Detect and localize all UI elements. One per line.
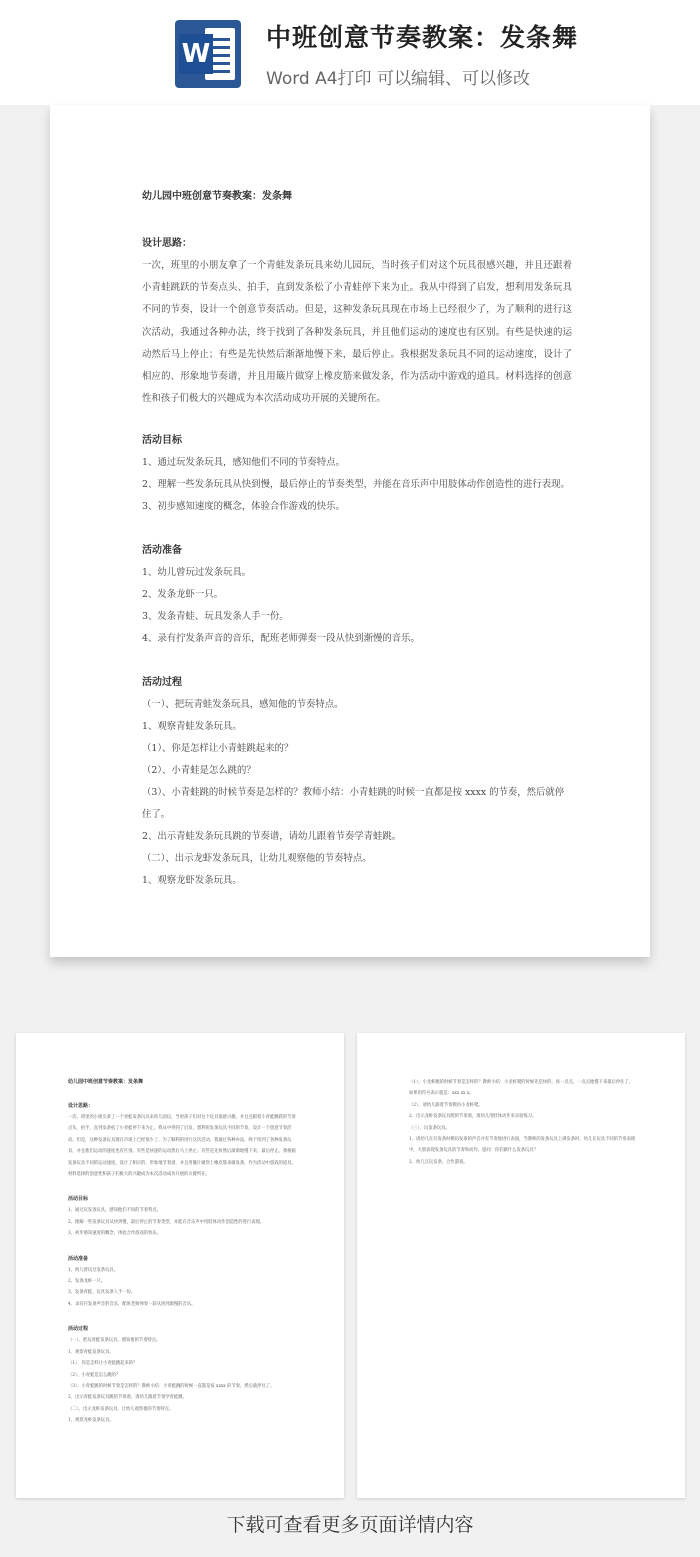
section-heading-goals: 活动目标 (142, 435, 182, 447)
process-item: （一）、把玩青蛙发条玩具，感知他的节奏特点。 (142, 699, 344, 711)
prep-item: 1、幼儿曾玩过发条玩具。 (142, 567, 252, 579)
prep-item: 3、发条青蛙、玩具发条人手一份。 (142, 611, 289, 623)
thumbnail-content (409, 1077, 637, 1168)
process-item: 1、观察青蛙发条玩具。 (142, 721, 242, 733)
thumb-heading-goals: 活动目标 (68, 1196, 89, 1203)
prep-item: 4、录有拧发条声音的音乐，配班老师弹奏一段从快到渐慢的音乐。 (142, 633, 420, 645)
thumb-line: 2、幼儿互玩发条，合作游戏。 (409, 1159, 468, 1165)
section-heading-process: 活动过程 (142, 677, 182, 689)
thumb-process-item: 1、观察青蛙发条玩具。 (68, 1349, 114, 1355)
page-subtitle: Word A4打印 可以编辑、可以修改 (266, 69, 530, 89)
goal-item: 1、通过玩发条玩具，感知他们不同的节奏特点。 (142, 457, 345, 469)
thumb-prep-item: 2、发条龙虾一只。 (68, 1279, 106, 1285)
thumb-process-item: （一）、把玩青蛙发条玩具，感知他的节奏特点。 (68, 1338, 161, 1344)
document-page-preview[interactable] (50, 105, 650, 957)
process-item: （2）、小青蛙是怎么跳的？ (142, 765, 256, 777)
word-icon-letter: W (179, 34, 213, 74)
design-paragraph: 一次，班里的小朋友拿了一个青蛙发条玩具来幼儿园玩，当时孩子们对这个玩具很感兴趣，并且还跟着小青蛙跳跃的节奏点头、拍手，直到发条松了小青蛙停下来为止。我从中得到了启发，想利用发条玩具不同的节奏，设计一个创意节奏活动。但是，这种发条玩具现在市场上已经很少了，为了顺利的进行这次活动，我通过各种办法，终于找到了各种发条玩具，并且他们运动的速度也有区别。有些是快速的运动然后马上停止；有些是先快然后渐渐地慢下来，最后停止。我根据发条玩具不同的运动速度，设计了相应的、形象地节奏谱，并且用簸片做穿上橡皮筋来做发条，作为活动中游戏的道具。材料选择的创意性和孩子们极大的兴趣成为本次活动成功开展的关键所在。 (142, 260, 572, 405)
thumb-heading-process: 活动过程 (68, 1326, 89, 1333)
document-content (142, 187, 572, 892)
page-title: 中班创意节奏教案：发条舞 (266, 23, 579, 52)
thumb-goal-item: 3、初步感知速度的概念，体验合作游戏的快乐。 (68, 1231, 161, 1237)
thumb-line: （三）、玩发条玩具。 (409, 1125, 450, 1131)
thumb-prep-item: 3、发条青蛙、玩具发条人手一份。 (68, 1290, 136, 1296)
thumb-line: （2）、请幼儿跟着节奏模仿小龙虾爬。 (409, 1102, 483, 1108)
thumbnail-content (68, 1077, 296, 1427)
process-item: （二）、出示龙虾发条玩具，让幼儿观察他的节奏特点。 (142, 853, 372, 865)
download-more-link[interactable]: 下载可查看更多页面详情内容 (226, 1514, 474, 1536)
goal-item: 2、理解一些发条玩具从快到慢，最后停止的节奏类型，并能在音乐声中用肢体动作创造性的进行表现。 (142, 479, 570, 491)
goal-item: 3、初步感知速度的概念，体验合作游戏的快乐。 (142, 501, 345, 513)
thumb-process-item: （二）、出示龙虾发条玩具，让幼儿观察他的节奏特点。 (68, 1406, 174, 1412)
thumb-line: （1）、小龙虾跳的时候节奏是怎样的？教师小结：小龙虾爬的时候先是快的，再一点点，一点点地慢下来最后停住了，如果用符号表示就是：xxx xx x。 (409, 1080, 634, 1097)
thumb-line: 1、请幼儿在拧发条时模仿发条的声音并有节奏地进行表演，当教师的发条玩具上满发条时，幼儿在玩具不同的节奏表现中，大胆表现发条玩具的节奏和动作。提问：你们做什么发条玩具？ (409, 1137, 636, 1154)
page-thumbnail-2[interactable] (357, 1033, 685, 1498)
process-item: （1）、你是怎样让小青蛙跳起来的？ (142, 743, 294, 755)
section-heading-design: 设计思路： (142, 238, 192, 249)
thumb-process-item: 1、观察龙虾发条玩具。 (68, 1418, 114, 1424)
thumb-prep-item: 4、录有拧发条声音的音乐，配班老师弹奏一段从快到渐慢的音乐。 (68, 1301, 196, 1307)
section-heading-prep: 活动准备 (142, 545, 182, 557)
thumb-process-item: （3）、小青蛙跳的时候节奏是怎样的？教师小结：小青蛙跳的时候一直都是按 xxxx 的节奏，然后就停住了。 (68, 1383, 275, 1389)
thumb-design-paragraph: 一次，班里的小朋友拿了一个青蛙发条玩具来幼儿园玩，当时孩子们对这个玩具很感兴趣，并且还跟着小青蛙跳跃的节奏点头、拍手，直到发条松了小青蛙停下来为止。我从中得到了启发，想利用发条玩具不同的节奏，设计一个创意节奏活动。但是，这种发条玩具现在市场上已经很少了，为了顺利的进行这次活动，我通过各种办法，终于找到了各种发条玩具，并且他们运动的速度也有区别。有些是快速的运动然后马上停止；有些是先快然后渐渐地慢下来，最后停止。我根据发条玩具不同的运动速度，设计了相应的、形象地节奏谱，并且用簸片做穿上橡皮筋来做发条，作为活动中游戏的道具。材料选择的创意性和孩子们极大的兴趣成为本次活动成功开展的关键所在。 (68, 1115, 296, 1178)
thumb-line: 2、出示龙虾发条玩具爬的节奏谱，请幼儿用肢体动作来实验练习。 (409, 1114, 537, 1120)
process-item: 2、出示青蛙发条玩具跳的节奏谱，请幼儿跟着节奏学青蛙跳。 (142, 831, 402, 843)
header (0, 0, 700, 105)
document-title: 幼儿园中班创意节奏教案：发条舞 (142, 191, 292, 202)
thumb-process-item: 2、出示青蛙发条玩具跳的节奏谱，请幼儿跟着节奏学青蛙跳。 (68, 1395, 187, 1401)
prep-item: 2、发条龙虾一只。 (142, 589, 223, 601)
word-document-icon (175, 20, 241, 88)
thumb-goal-item: 2、理解一些发条玩具从快到慢，最后停止的节奏类型，并能在音乐声中用肢体动作创造性的进行表现。 (68, 1219, 265, 1225)
thumb-prep-item: 1、幼儿曾玩过发条玩具。 (68, 1267, 118, 1273)
thumb-doc-title: 幼儿园中班创意节奏教案：发条舞 (68, 1079, 144, 1085)
process-item: （3）、小青蛙跳的时候节奏是怎样的？教师小结：小青蛙跳的时候一直都是按 xxxx 的节奏，然后就停住了。 (142, 787, 565, 821)
thumb-process-item: （2）、小青蛙是怎么跳的？ (68, 1372, 121, 1378)
thumb-heading-prep: 活动准备 (68, 1255, 89, 1262)
thumb-heading-design: 设计思路： (68, 1103, 94, 1109)
thumb-process-item: （1）、你是怎样让小青蛙跳起来的？ (68, 1361, 138, 1367)
thumb-goal-item: 1、通过玩发条玩具，感知他们不同的节奏特点。 (68, 1208, 161, 1214)
process-item: 1、观察龙虾发条玩具。 (142, 875, 242, 887)
page-thumbnail-1[interactable] (16, 1033, 344, 1498)
